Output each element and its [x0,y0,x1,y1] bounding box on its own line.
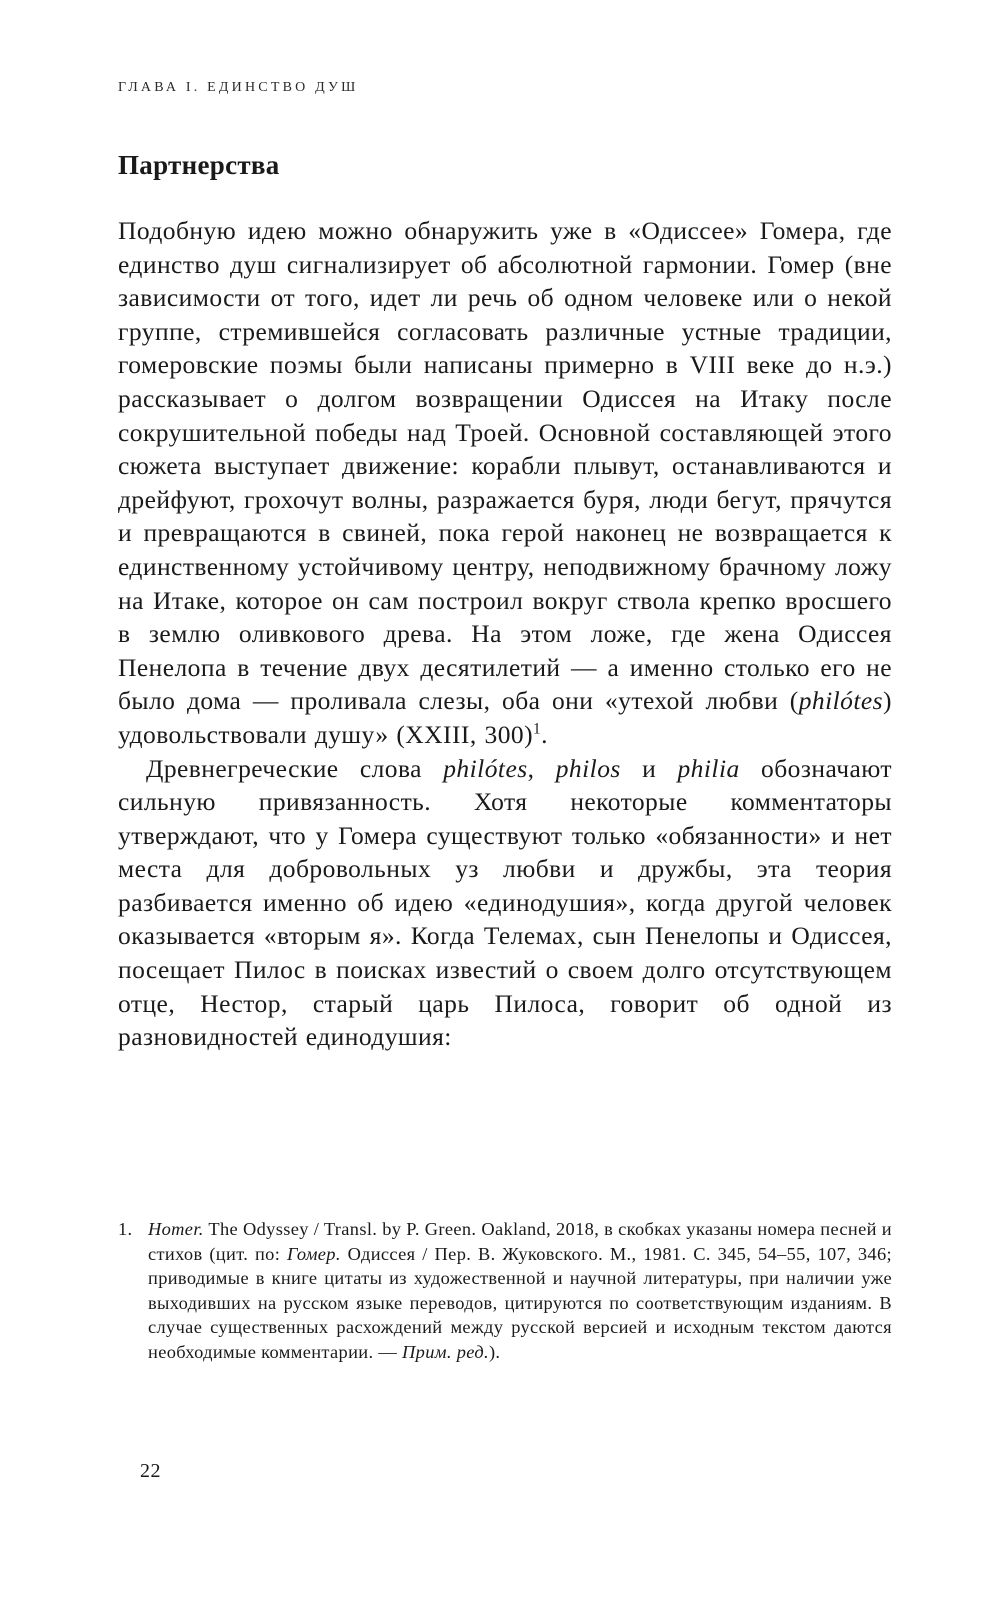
footnote-text-3: ). [488,1341,501,1362]
section-title: Партнерства [118,150,280,180]
page-number: 22 [140,1460,161,1482]
footnotes [118,1217,892,1365]
footnote-author: Homer. [148,1219,204,1239]
footnote-editor-note: Прим. ред. [402,1341,489,1362]
paragraph-1-text-2: ) удовольствовали душу» (XXIII, 300) [118,686,892,749]
paragraph-2-text-1: Древнегреческие слова [146,753,444,783]
footnote-reference[interactable]: 1 [533,720,542,738]
paragraph-2-text-3: и [620,753,678,783]
footnote-number: 1. [118,1219,133,1239]
paragraph-1 [118,214,892,752]
paragraph-2-text-2: , [527,753,556,783]
footnote-text [148,1217,892,1365]
body-text [118,214,892,1054]
paragraph-1-text-3: . [541,719,548,749]
term-philos: philos [555,753,621,783]
paragraph-1-text: Подобную идею можно обнаружить уже в «Одиссее» Гомера, где единство душ сигнализирует об абсолютной гармонии. Гомер (вне зависимости от того, идет ли речь об одном человеке или о некой группе, стремившейся согласовать различные устные традиции, гомеровские поэмы были написаны примерно в VIII веке до н.э.) рассказывает о долгом возвращении Одиссея на Итаку после сокрушительной победы над Троей. Основной составляющей этого сюжета выступает движение: корабли плывут, останавливаются и дрейфуют, грохочут волны, разражается буря, люди бегут, прячутся и превращаются в свиней, пока герой наконец не возвращается к единственному устойчивому центру, неподвижному брачному ложу на Итаке, которое он сам построил вокруг ствола крепко вросшего в землю оливкового древа. На этом ложе, где жена Одиссея Пенелопа в течение двух десятилетий — а именно столько его не было дома — проливала слезы, оба они «утехой любви ( [118,216,892,716]
running-head: ГЛАВА I. ЕДИНСТВО ДУШ [118,80,359,95]
term-philia: philia [677,753,740,783]
footnote-text-2: Одиссея / Пер. В. Жуковского. М., 1981. С. 345, 54–55, 107, 346; приводимые в книге цитаты из художественной и научной литературы, при наличии уже выходивших на русском языке переводов, цитируются по соответствующим изданиям. В случае существенных расхождений между русской версией и исходным текстом даются необходимые комментарии. — [148,1243,892,1362]
footnote-ru-author: Гомер. [286,1243,341,1264]
paragraph-2 [118,752,892,1054]
footnote-1 [118,1217,892,1365]
paragraph-2-text-4: обозначают сильную привязанность. Хотя некоторые комментаторы утверждают, что у Гомера существуют только «обязанности» и нет места для добровольных уз любви и дружбы, эта теория разбивается именно об идею «единодушия», когда другой человек оказывается «вторым я». Когда Телемах, сын Пенелопы и Одиссея, посещает Пилос в поисках известий о своем долго отсутствующем отце, Нестор, старый царь Пилоса, говорит об одной из разновидностей единодушия: [118,753,892,1052]
term-philotes: philótes [798,686,884,716]
term-philotes-2: philótes [443,753,528,783]
footnote-text-1: The Odyssey / Transl. by P. Green. Oakland, 2018, в скобках указаны номера песней и стихов (цит. по: [148,1219,892,1264]
